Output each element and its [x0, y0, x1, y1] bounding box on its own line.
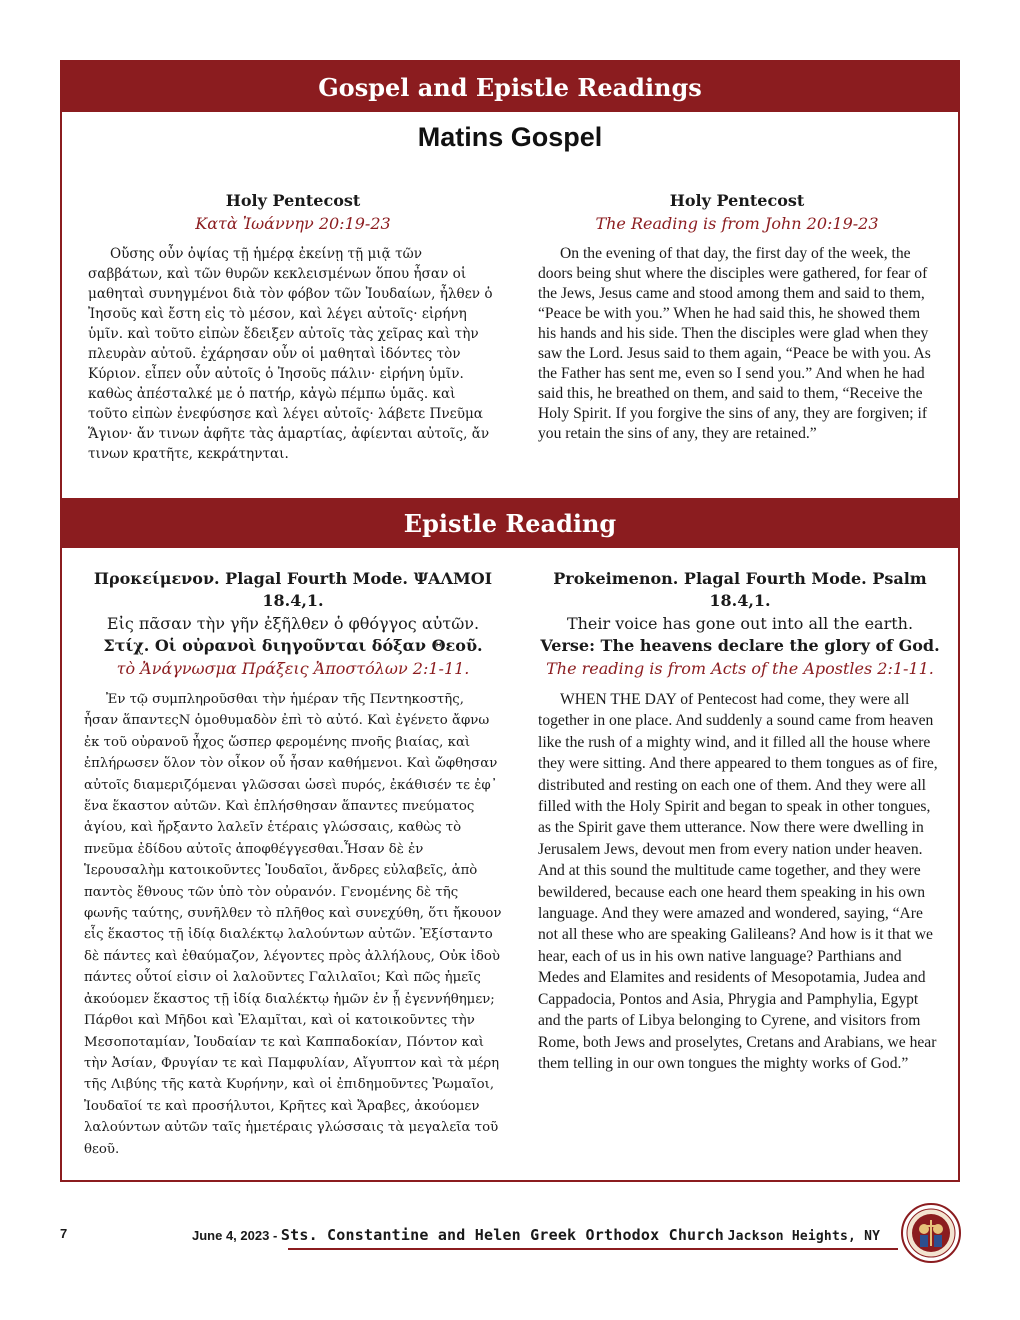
epistle-english-line: Their voice has gone out into all the earth.	[566, 614, 914, 633]
epistle-english-verse: Verse: The heavens declare the glory of God.	[540, 636, 940, 655]
page-number: 7	[60, 1226, 68, 1241]
epistle-greek-text: Ἐν τῷ συμπληροῦσθαι τὴν ἡμέραν τῆς Πεντηκοστῆς, ἦσαν ἅπαντεςΝ ὁμοθυμαδὸν ἐπὶ τὸ αὐτό. Καὶ ἐγένετο ἄφνω ἐκ τοῦ οὐρανοῦ ἦχος ὥσπερ φερομένης πνοῆς βιαίας, καὶ ἐπλήρωσεν ὅλον τὸν οἶκον οὗ ἦσαν καθήμενοι. Καὶ ὤφθησαν αὐτοῖς διαμεριζόμεναι γλῶσσαι ὡσεὶ πυρός, ἐκάθισέν τε ἐφ᾽ ἕνα ἕκαστον αὐτῶν. Καὶ ἐπλήσθησαν ἅπαντες πνεύματος ἁγίου, καὶ ἤρξαντο λαλεῖν ἑτέραις γλώσσαις, καθὼς τὸ πνεῦμα ἐδίδου αὐτοῖς ἀποφθέγγεσθαι.Ἦσαν δὲ ἐν Ἱερουσαλὴμ κατοικοῦντες Ἰουδαῖοι, ἄνδρες εὐλαβεῖς, ἀπὸ παντὸς ἔθνους τῶν ὑπὸ τὸν οὐρανόν. Γενομένης δὲ τῆς φωνῆς ταύτης, συνῆλθεν τὸ πλῆθος καὶ συνεχύθη, ὅτι ἤκουον εἷς ἕκαστος τῇ ἰδίᾳ διαλέκτῳ λαλούντων αὐτῶν. Ἐξίσταντο δὲ πάντες καὶ ἐθαύμαζον, λέγοντες πρὸς ἀλλήλους, Οὐκ ἰδοὺ πάντες οὗτοί εἰσιν οἱ λαλοῦντες Γαλιλαῖοι; Καὶ πῶς ἡμεῖς ἀκούομεν ἕκαστος τῇ ἰδίᾳ διαλέκτῳ ἡμῶν ἐν ᾗ ἐγεννήθημεν; Πάρθοι καὶ Μῆδοι καὶ Ἐλαμῖται, καὶ οἱ κατοικοῦντες τὴν Μεσοποταμίαν, Ἰουδαίαν τε καὶ Καππαδοκίαν, Πόντον καὶ τὴν Ἀσίαν, Φρυγίαν τε καὶ Παμφυλίαν, Αἴγυπτον καὶ τὰ μέρη τῆς Λιβύης τῆς κατὰ Κυρήνην, καὶ οἱ ἐπιδημοῦντες Ῥωμαῖοι, Ἰουδαῖοί τε καὶ προσήλυτοι, Κρῆτες καὶ Ἄραβες, ἀκούομεν λαλούντων αὐτῶν ταῖς ἡμετέραις γλώσσαις τὰ μεγαλεῖα τοῦ θεοῦ.	[84, 692, 502, 1157]
section-header-gospel-epistle: Gospel and Epistle Readings	[62, 62, 958, 112]
church-seal-icon	[900, 1202, 962, 1264]
epistle-greek-line: Εἰς πᾶσαν τὴν γῆν ἐξῆλθεν ὁ φθόγγος αὐτῶν.	[106, 614, 480, 633]
matins-greek-heading: Holy Pentecost	[225, 191, 361, 210]
section-header-epistle: Epistle Reading	[62, 498, 958, 548]
footer-rule	[288, 1248, 898, 1250]
matins-greek-column	[88, 190, 498, 464]
epistle-greek-reference: τὸ Ἀνάγνωσμα Πράξεις Ἀποστόλων 2:1-11.	[116, 659, 470, 678]
matins-english-reference: The Reading is from John 20:19-23	[595, 214, 879, 233]
footer-date: June 4, 2023 -	[192, 1228, 278, 1243]
matins-gospel-title: Matins Gospel	[417, 122, 603, 152]
epistle-english-text: WHEN THE DAY of Pentecost had come, they were all together in one place. And suddenly a sound came from heaven like the rush of a mighty wind, and it filled all the house where they were sitting. And there appeared to them tongues as of fire, distributed and resting on each one of them. And they were all filled with the Holy Spirit and began to speak in other tongues, as the Spirit gave them utterance. Now there were dwelling in Jerusalem Jews, devout men from every nation under heaven. And at this sound the multitude came together, and they were bewildered, because each one heard them speaking in his own language. And they were amazed and wondered, saying, “Are not all these who are speaking Galileans? And how is it that we hear, each of us in his own native language? Parthians and Medes and Elamites and residents of Mesopotamia, Judea and Cappadocia, Pontos and Asia, Phrygia and Pamphylia, Egypt and the parts of Libya belonging to Cyrene, and visitors from Rome, both Jews and proselytes, Cretans and Arabians, we hear them telling in our own tongues the mighty works of God.”	[538, 691, 938, 1072]
page-footer	[0, 1212, 1020, 1272]
epistle-english-column	[538, 568, 942, 1074]
footer-church-name: Sts. Constantine and Helen Greek Orthodox Church	[280, 1226, 724, 1244]
matins-greek-text: Οὔσης οὖν ὀψίας τῇ ἡμέρᾳ ἐκείνῃ τῇ μιᾷ τῶν σαββάτων, καὶ τῶν θυρῶν κεκλεισμένων ὅπου ἦσαν οἱ μαθηταὶ συνηγμένοι διὰ τὸν φόβον τῶν Ἰουδαίων, ἦλθεν ὁ Ἰησοῦς καὶ ἔστη εἰς τὸ μέσον, καὶ λέγει αὐτοῖς· εἰρήνη ὑμῖν. καὶ τοῦτο εἰπὼν ἔδειξεν αὐτοῖς τὰς χεῖρας καὶ τὴν πλευρὰν αὐτοῦ. ἐχάρησαν οὖν οἱ μαθηταὶ ἰδόντες τὸν Κύριον. εἶπεν οὖν αὐτοῖς ὁ Ἰησοῦς πάλιν· εἰρήνη ὑμῖν. καθὼς ἀπέσταλκέ με ὁ πατήρ, κἀγὼ πέμπω ὑμᾶς. καὶ τοῦτο εἰπὼν ἐνεφύσησε καὶ λέγει αὐτοῖς· λάβετε Πνεῦμα Ἅγιον· ἄν τινων ἀφῆτε τὰς ἁμαρτίας, ἀφίενται αὐτοῖς, ἄν τινων κρατῆτε, κεκράτηνται.	[88, 246, 493, 462]
readings-frame	[60, 60, 960, 1182]
epistle-greek-prokeimenon: Προκείμενον. Plagal Fourth Mode. ΨΑΛΜΟΙ 18.4,1.	[93, 569, 493, 610]
matins-english-column	[538, 190, 936, 444]
matins-greek-reference: Κατὰ Ἰωάννην 20:19-23	[195, 214, 391, 233]
footer-location: Jackson Heights, NY	[727, 1229, 881, 1244]
footer-text	[192, 1226, 880, 1244]
epistle-greek-column	[84, 568, 502, 1160]
epistle-english-prokeimenon: Prokeimenon. Plagal Fourth Mode. Psalm 18.4,1.	[553, 569, 927, 610]
epistle-greek-verse: Στίχ. Οἱ οὐρανοὶ διηγοῦνται δόξαν Θεοῦ.	[103, 636, 483, 655]
matins-english-text: On the evening of that day, the first day of the week, the doors being shut where the disciples were gathered, for fear of the Jews, Jesus came and stood among them and said to them, “Peace be with you.” When he had said this, he showed them his hands and his side. Then the disciples were glad when they saw the Lord. Jesus said to them again, “Peace be with you. As the Father has sent me, even so I send you.” And when he had said this, he breathed on them, and said to them, “Receive the Holy Spirit. If you forgive the sins of any, they are forgiven; if you retain the sins of any, they are retained.”	[538, 245, 931, 442]
epistle-english-reference: The reading is from Acts of the Apostles 2:1-11.	[546, 659, 934, 678]
matins-english-heading: Holy Pentecost	[669, 191, 805, 210]
